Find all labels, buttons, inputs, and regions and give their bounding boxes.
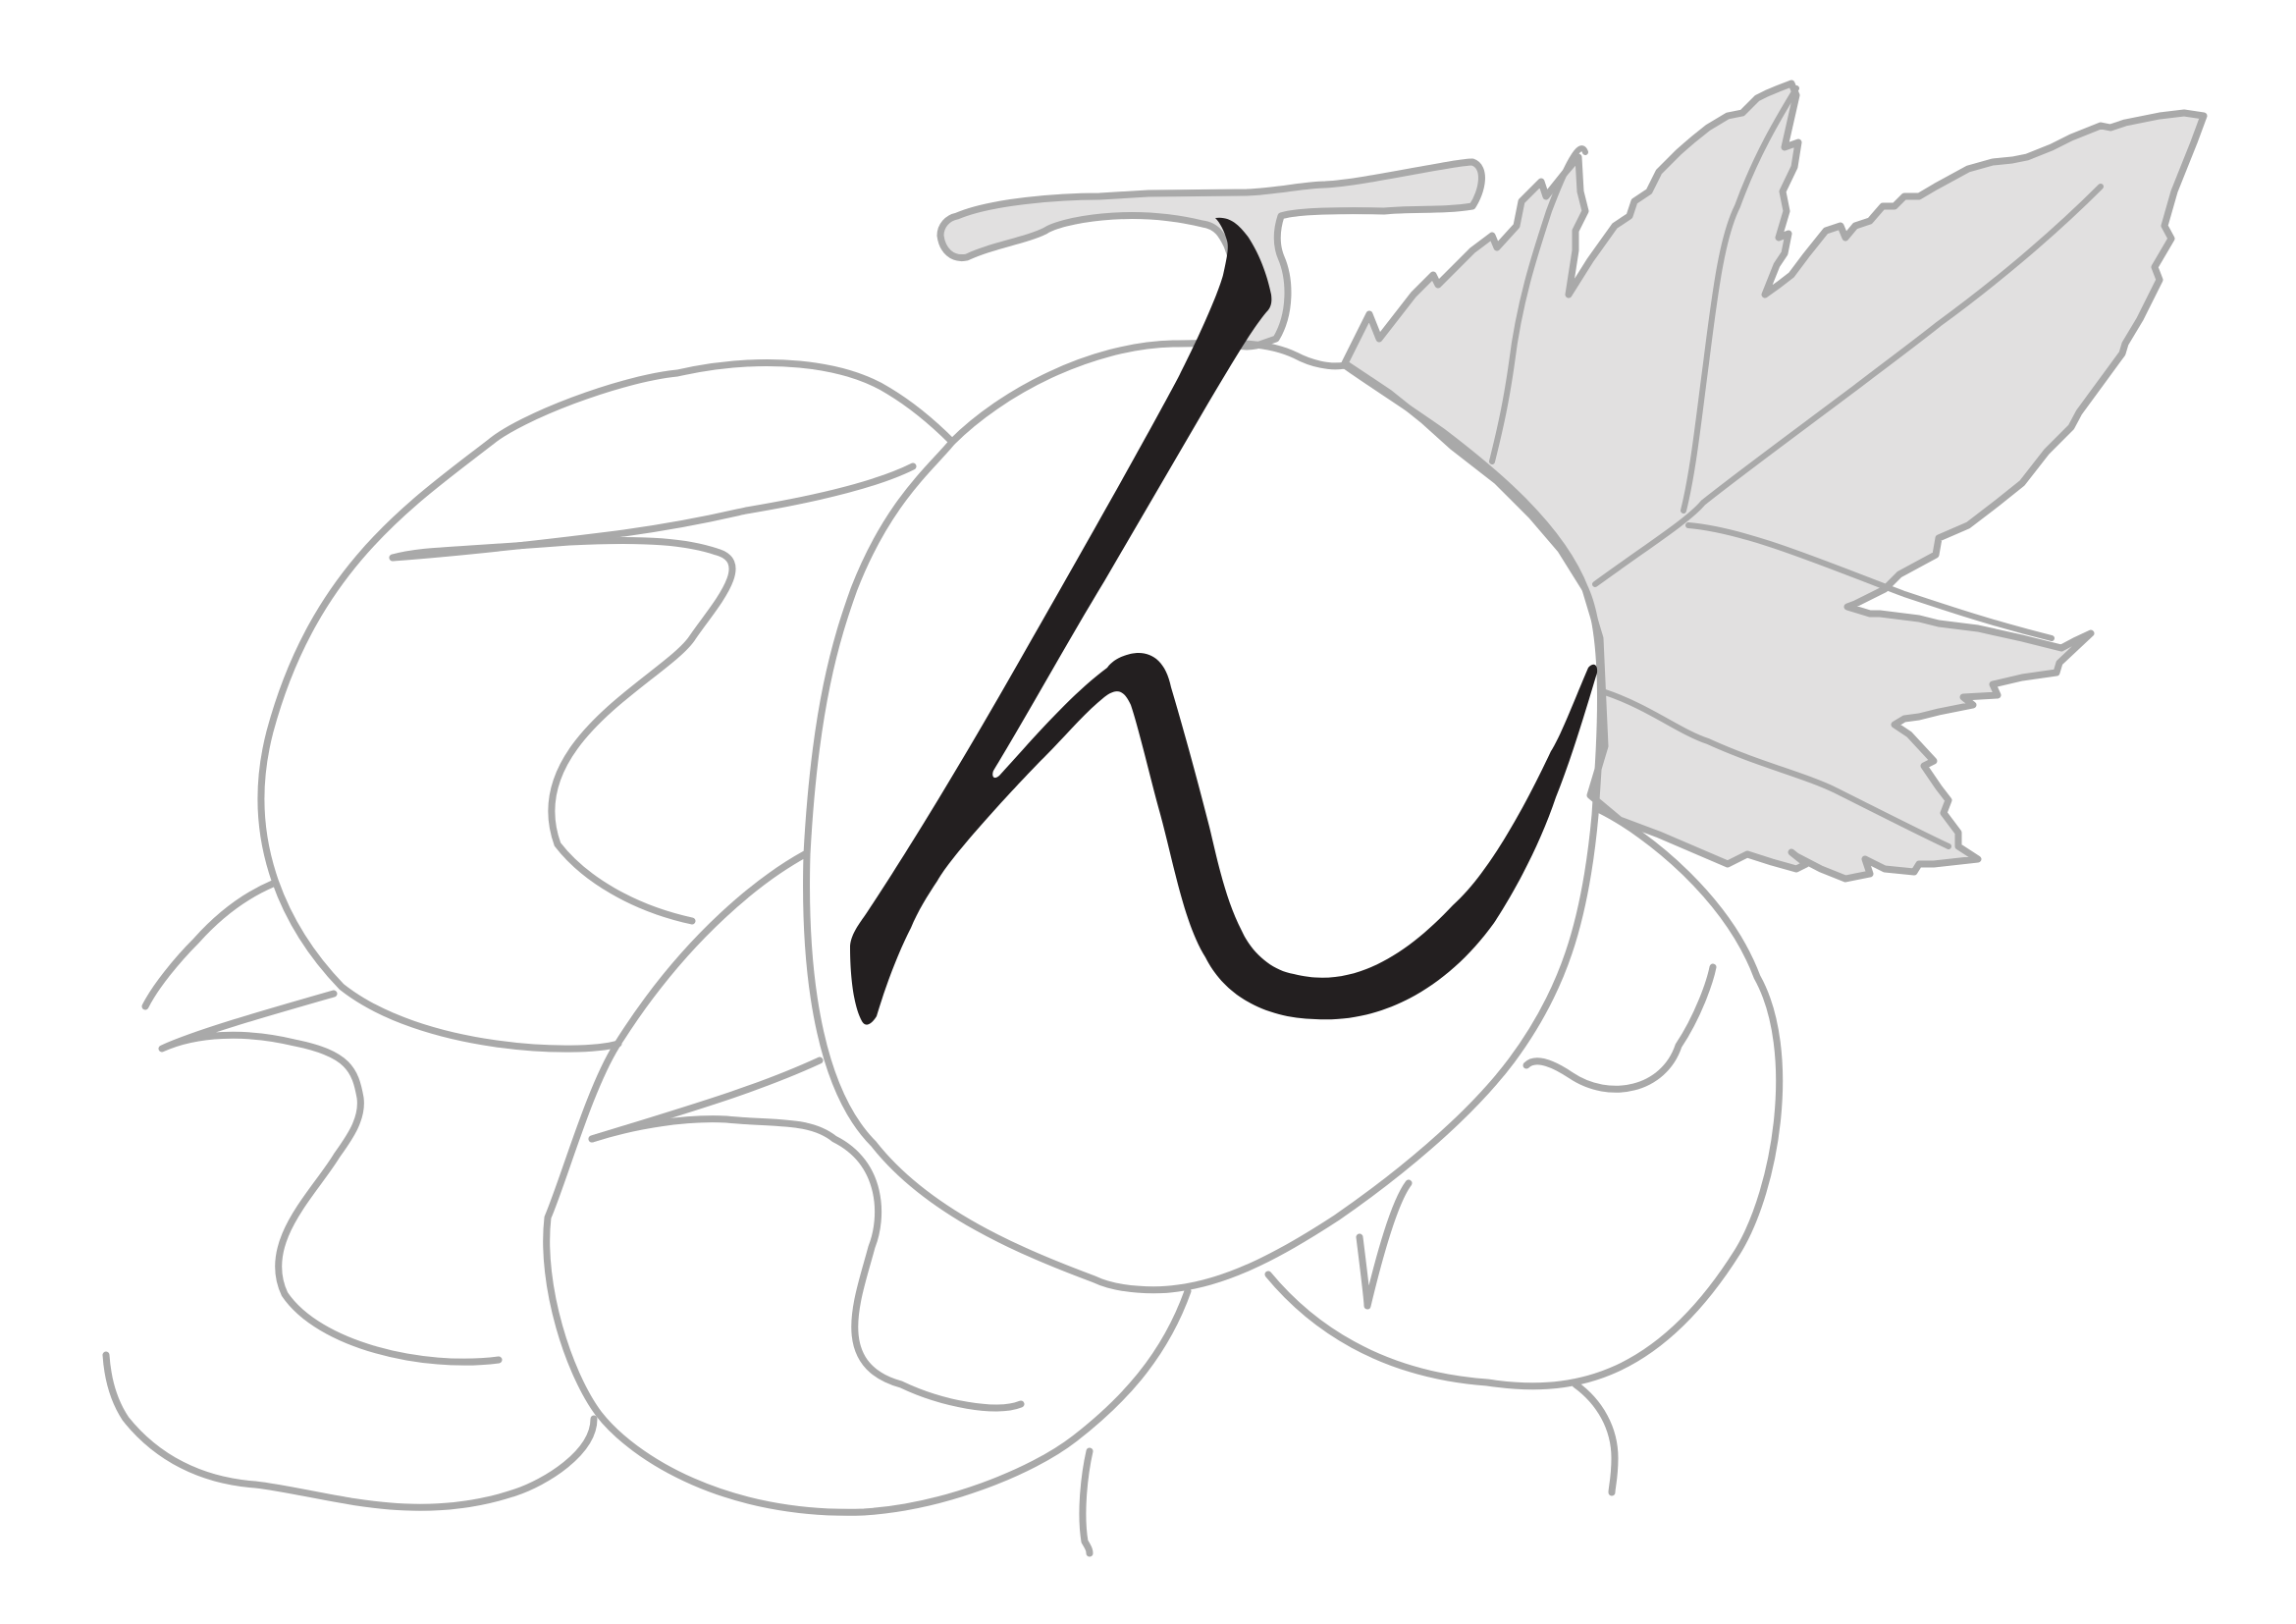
grape-far-left-edge	[145, 884, 273, 1006]
grape-left	[261, 363, 952, 1050]
grape-bottom-left-highlight	[592, 1060, 820, 1139]
grape-bottom-right	[1268, 810, 1780, 1386]
grape-right-stub	[1575, 1384, 1615, 1492]
grape-bottom-stub	[1083, 1451, 1090, 1553]
grape-bottom-right-stem	[1360, 1183, 1409, 1306]
grape-bottom-far-left	[106, 1355, 594, 1507]
grape-left-crease	[393, 540, 732, 921]
grape-far-left-shape	[162, 994, 499, 1362]
grape-bottom-left-crease	[592, 1119, 1021, 1408]
